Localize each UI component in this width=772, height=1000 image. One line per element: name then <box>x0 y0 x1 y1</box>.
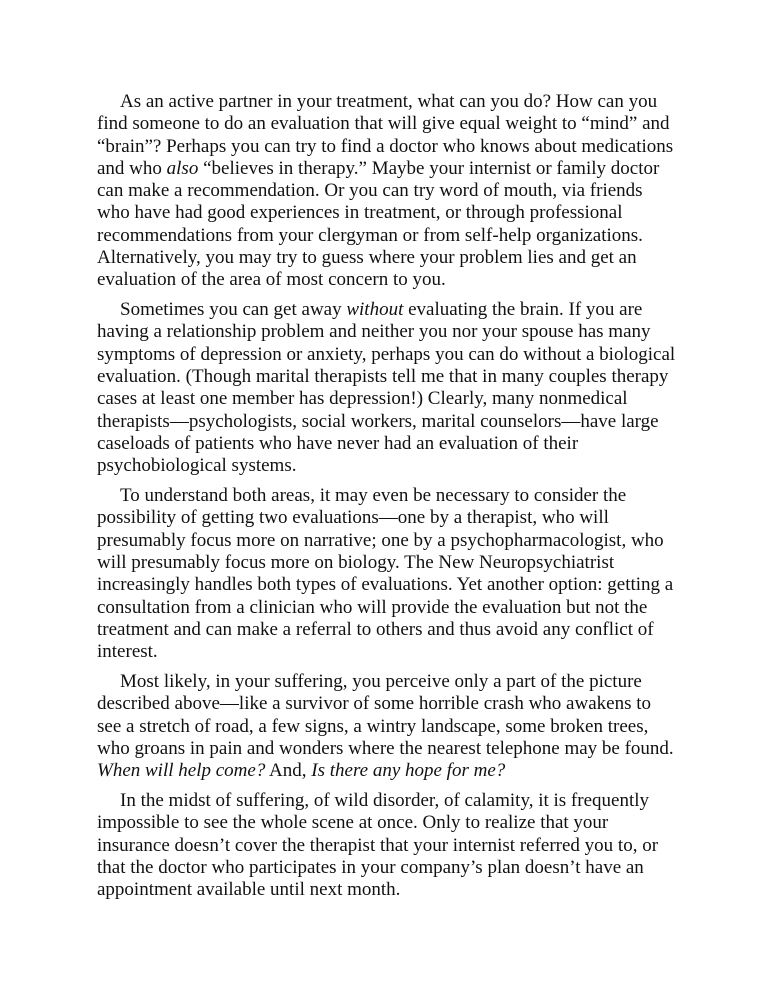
text-line <box>97 180 683 202</box>
text-line <box>97 597 683 619</box>
text-line <box>97 455 683 477</box>
text-run: having a relationship problem and neither you nor your spouse has many <box>97 321 651 343</box>
text-run: consultation from a clinician who will provide the evaluation but not the <box>97 596 648 618</box>
text-line <box>97 113 683 135</box>
text-run: To understand both areas, it may even be necessary to consider the <box>120 485 627 507</box>
text-line <box>97 433 683 455</box>
text-line <box>97 671 683 693</box>
text-run: presumably focus more on narrative; one by a psychopharmacologist, who <box>97 529 664 551</box>
text-line <box>97 574 683 596</box>
paragraph <box>97 790 683 901</box>
text-run: evaluating the brain. If you are <box>403 299 643 321</box>
text-run: who have had good experiences in treatment, or through professional <box>97 202 623 224</box>
text-run: And, <box>265 760 312 782</box>
text-line <box>97 641 683 663</box>
paragraph <box>97 299 683 477</box>
text-run: recommendations from your clergyman or from self-help organizations. <box>97 224 643 246</box>
text-line <box>97 812 683 834</box>
text-run: appointment available until next month. <box>97 879 401 901</box>
text-line <box>97 693 683 715</box>
text-run: treatment and can make a referral to others and thus avoid any conflict of <box>97 618 654 640</box>
text-run: find someone to do an evaluation that will give equal weight to “mind” and <box>97 113 670 135</box>
text-line <box>97 835 683 857</box>
text-run: Sometimes you can get away <box>120 299 347 321</box>
text-run: As an active partner in your treatment, what can you do? How can you <box>120 91 658 112</box>
text-run: increasingly handles both types of evaluations. Yet another option: getting a <box>97 574 674 596</box>
text-line <box>97 760 683 782</box>
text-run: see a stretch of road, a few signs, a wintry landscape, some broken trees, <box>97 715 649 737</box>
text-line <box>97 530 683 552</box>
text-run: possibility of getting two evaluations—one by a therapist, who will <box>97 507 609 529</box>
text-run: described above—like a survivor of some horrible crash who awakens to <box>97 693 651 715</box>
text-run: can make a recommendation. Or you can try word of mouth, via friends <box>97 180 643 202</box>
text-line <box>97 91 683 113</box>
text-run: evaluation of the area of most concern to you. <box>97 269 446 291</box>
text-line <box>97 411 683 433</box>
text-line <box>97 790 683 812</box>
text-line <box>97 366 683 388</box>
text-line <box>97 552 683 574</box>
text-run: Alternatively, you may try to guess where your problem lies and get an <box>97 247 637 269</box>
italic-text: without <box>346 299 404 321</box>
text-run: and who <box>97 157 167 179</box>
text-run: In the midst of suffering, of wild disorder, of calamity, it is frequently <box>120 789 650 811</box>
text-run: psychobiological systems. <box>97 455 297 477</box>
text-run: will presumably focus more on biology. The New Neuropsychiatrist <box>97 551 615 573</box>
text-line <box>97 202 683 224</box>
text-line <box>97 738 683 760</box>
italic-text: When will help come? <box>97 760 266 782</box>
text-run: “believes in therapy.” Maybe your internist or family doctor <box>198 157 660 179</box>
text-line <box>97 136 683 158</box>
text-line <box>97 344 683 366</box>
text-line <box>97 879 683 901</box>
text-run: therapists—psychologists, social workers, marital counselors—have large <box>97 410 659 432</box>
paragraph <box>97 485 683 663</box>
text-line <box>97 299 683 321</box>
text-line <box>97 388 683 410</box>
text-run: evaluation. (Though marital therapists tell me that in many couples therapy <box>97 366 669 388</box>
italic-text: also <box>166 157 199 179</box>
text-line <box>97 225 683 247</box>
text-line <box>97 507 683 529</box>
paragraph <box>97 91 683 292</box>
text-line <box>97 321 683 343</box>
text-line <box>97 485 683 507</box>
text-run: interest. <box>97 641 158 663</box>
text-line <box>97 857 683 879</box>
text-line <box>97 269 683 291</box>
document-page <box>97 91 683 909</box>
text-run: caseloads of patients who have never had an evaluation of their <box>97 432 579 454</box>
text-run: that the doctor who participates in your company’s plan doesn’t have an <box>97 856 644 878</box>
paragraph <box>97 671 683 782</box>
text-run: “brain”? Perhaps you can try to find a doctor who knows about medications <box>97 135 674 157</box>
text-line <box>97 158 683 180</box>
text-run: impossible to see the whole scene at once. Only to realize that your <box>97 812 609 834</box>
text-line <box>97 247 683 269</box>
text-line <box>97 716 683 738</box>
text-run: Most likely, in your suffering, you perceive only a part of the picture <box>120 670 642 692</box>
text-run: symptoms of depression or anxiety, perhaps you can do without a biological <box>97 343 676 365</box>
italic-text: Is there any hope for me? <box>311 760 506 782</box>
text-line <box>97 619 683 641</box>
text-run: insurance doesn’t cover the therapist that your internist referred you to, or <box>97 834 659 856</box>
text-run: cases at least one member has depression!) Clearly, many nonmedical <box>97 388 628 410</box>
text-run: who groans in pain and wonders where the nearest telephone may be found. <box>97 737 674 759</box>
